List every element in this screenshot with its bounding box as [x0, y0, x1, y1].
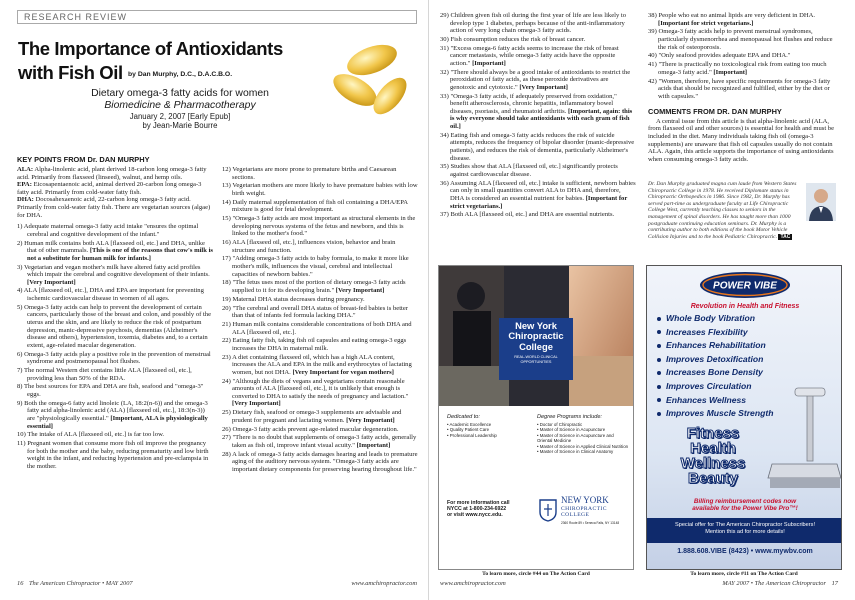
vibe-phone-web[interactable]: 1.888.608.VIBE (8423) • www.mywbv.com	[677, 548, 813, 555]
key-point	[17, 440, 213, 470]
list-item: • Master of Science in Acupuncture	[537, 427, 606, 433]
key-point-number: 7)	[17, 366, 25, 374]
key-point	[648, 28, 838, 51]
key-point	[222, 239, 418, 254]
key-points-list-4	[648, 12, 838, 100]
key-point-number: 16)	[222, 239, 233, 247]
definition-list	[17, 166, 213, 219]
key-point-text: A lack of omega-3 fatty acids damages hearing and leads to premature aging of the auditory nervous system. "Omega-3 fatty acids are important dietary components for preserving hearing throughout life."	[232, 450, 418, 473]
nycc-caption: To learn more, circle #44 on The Action Card	[482, 571, 590, 577]
key-point-number: 22)	[222, 337, 233, 345]
key-point-text: "There should always be a good intake of antioxidants to restrict the peroxidation of fatty acids, as these peroxide derivatives are genotoxic and cytotoxic."	[450, 68, 631, 91]
key-point-text: ALA [flaxseed oil, etc.], influences vision, behavior and brain structure and function.	[232, 239, 396, 254]
key-point-emphasis: [This is one of the reasons that cow's milk is not a substitute for human milk for infants.]	[27, 247, 213, 262]
key-point-number: 11)	[17, 440, 28, 448]
key-point-text: "Only seafood provides adequate EPA and DHA."	[658, 52, 791, 60]
key-point	[440, 132, 636, 162]
key-point	[17, 400, 213, 430]
key-points-list-1	[17, 223, 213, 470]
bullet-icon	[657, 385, 661, 389]
key-point-text: Assuming ALA [flaxseed oil, etc.] intake is sufficient, newborn babies can only in small quantities convert ALA to DHA and, therefore, DHA is considered an essential nutrient for babies.	[450, 179, 636, 202]
key-point-text: "There is practically no toxicological risk from eating too much omega-3 fatty acid."	[658, 61, 827, 76]
power-vibe-brand: POWER VIBE	[713, 280, 777, 292]
article-author: by Jean-Marie Bourre	[142, 121, 218, 130]
key-point	[222, 166, 418, 181]
page-gutter	[428, 0, 429, 600]
key-point-text: Daily maternal supplementation of fish oil containing a DHA/EPA mixture is good for fetal development.	[232, 198, 408, 214]
key-point	[222, 279, 418, 294]
nycc-footer-logo: NEW YORK CHIROPRACTIC COLLEGE 2360 Route 89 • Seneca Falls, NY 13148	[539, 496, 629, 532]
key-point-text: Pregnant women that consume more fish oil improve the pregnancy for both the mother and the baby, reducing prematurity and low birth weight in the infant, and reducing hypertension and pre-eclampsia in the mother.	[27, 440, 209, 470]
key-point-text: Eating fatty fish, taking fish oil capsules and eating omega-3 eggs increases the DHA in maternal milk.	[232, 337, 407, 352]
key-point-number: 39)	[648, 28, 659, 36]
key-point	[222, 409, 418, 424]
key-point-emphasis: [Very Important]	[232, 400, 281, 408]
publication-date: January 2, 2007 [Early Epub]	[129, 112, 231, 121]
key-point	[222, 255, 418, 278]
key-point-number: 33)	[440, 92, 451, 100]
key-point-emphasis: [Important for strict vegetarians.]	[658, 19, 754, 27]
bullet-icon	[657, 344, 661, 348]
key-point-number: 23)	[222, 353, 233, 361]
key-point-emphasis: [Very Important]	[334, 287, 385, 295]
nycc-logo-box: New York Chiropractic College REAL-WORLD CLINICAL OPPORTUNITIES	[499, 318, 573, 380]
key-point-number: 8)	[17, 383, 25, 391]
benefit-item: Increases Bone Density	[657, 366, 837, 380]
key-point-text: Maternal DHA status decreases during pregnancy.	[232, 295, 365, 303]
key-point	[222, 434, 418, 449]
bullet-icon	[657, 358, 661, 362]
nycc-dedicated: Dedicated to: • Academic Excellence • Quality Patient Care • Professional Leadership	[447, 414, 527, 438]
key-point	[440, 69, 636, 92]
comments-heading: COMMENTS FROM DR. DAN MURPHY	[648, 107, 782, 117]
key-point-text: Omega-3 fatty acids play a positive role in the prevention of menstrual syndrome and postmenopausal hot flushes.	[24, 350, 211, 366]
key-point-number: 21)	[222, 320, 233, 328]
journal-name: Biomedicine & Pharmacotherapy	[104, 100, 256, 111]
key-point	[17, 240, 213, 263]
key-point	[440, 36, 636, 44]
key-point-text: Fish consumption reduces the risk of breast cancer.	[450, 35, 586, 43]
right-column-1	[440, 12, 636, 220]
key-point-text: Omega-3 fatty acids prevent age-related macular degeneration.	[232, 425, 399, 433]
key-point	[648, 12, 838, 27]
key-point-text: Vegetarians are more prone to premature births and Caesarean sections.	[232, 166, 397, 181]
key-point-number: 35)	[440, 163, 451, 171]
key-point-emphasis: [Very Important for vegan mothers]	[290, 368, 394, 376]
key-point-text: "Although the diets of vegans and vegetarians contain reasonable amounts of ALA [flaxseed oil, etc.], it is unlikely that enough is converted to DHA to satisfy the needs of pregnancy and lactation."	[232, 377, 409, 400]
section-label: RESEARCH REVIEW	[17, 10, 417, 24]
key-points-list-3	[440, 12, 636, 219]
key-point	[17, 351, 213, 366]
vibe-special-offer: Special offer for The American Chiropractor Subscribers! Mention this ad for more details!	[647, 518, 842, 543]
tac-badge: TAC	[780, 233, 791, 240]
fish-oil-capsules-image	[320, 38, 420, 128]
key-point-emphasis: [Very Important]	[517, 83, 569, 91]
power-vibe-logo	[699, 271, 791, 299]
right-column-2	[648, 12, 838, 163]
benefit-item: Improves Muscle Strength	[657, 407, 837, 421]
left-column-2	[222, 166, 418, 475]
key-point-number: 14)	[222, 198, 233, 206]
key-point-text: Eating fish and omega-3 fatty acids reduces the risk of suicide attempts, reduces the frequency of bipolar disorder (manic-depressive patients), and reduces the risk of dementia, particularly Alzheimer's disease.	[450, 131, 635, 162]
list-item: • Master of Science in Clinical Anatomy	[537, 449, 614, 455]
key-point	[17, 431, 213, 439]
definition-item: DHA: Docosahexaenoic acid, 22-carbon long omega-3 fatty acid. Primarily from cold-water fatty fish. There are vegetarian sources (algae) for DHA.	[17, 196, 211, 219]
vibe-fitness-words: Fitness Health Wellness Beauty	[680, 425, 746, 487]
key-point-number: 1)	[17, 223, 24, 231]
list-item: • Doctor of Chiropractic	[537, 422, 583, 427]
key-point-text: A diet containing flaxseed oil, which has a high ALA content, increases the ALA and EPA in the milk and erythrocytes of lactating women, but not DHA.	[232, 353, 412, 376]
key-point-text: Studies show that ALA [flaxseed oil, etc.] significantly protects against cardiovascular disease.	[450, 163, 618, 178]
key-point-number: 13)	[222, 182, 233, 190]
bullet-icon	[657, 412, 661, 416]
definition-item: EPA: Eicosapentaenoic acid, animal derived 20-carbon long omega-3 fatty acid. Primarily from cold-water fatty fish.	[17, 181, 202, 196]
list-item: • Master of Science in Acupuncture and Oriental Medicine	[537, 432, 614, 444]
key-point	[222, 215, 418, 238]
key-point	[222, 182, 418, 197]
nycc-dedicated-list	[447, 422, 527, 438]
key-point-number: 28)	[222, 450, 233, 458]
publication-name: MAY 2007 • The American Chiropractor	[722, 580, 826, 587]
key-point-number: 17)	[222, 255, 233, 263]
key-point-number: 12)	[222, 166, 233, 173]
key-point-text: Human milk contains both ALA [flaxseed oil, etc.] and DHA, unlike that of other mammals.	[24, 239, 205, 255]
benefit-item: Increases Flexibility	[657, 326, 837, 340]
key-point-number: 4)	[17, 287, 24, 295]
key-point-number: 36)	[440, 179, 451, 187]
key-point-text: "Adding omega-3 fatty acids to baby formula, to make it more like mother's milk, influences the visual, cerebral and intellectual capacities of newborn babies."	[232, 255, 409, 278]
article-title-line2: with Fish Oil	[18, 62, 123, 83]
key-point	[440, 211, 636, 219]
key-point-text: "The cerebral and overall DHA status of breast-fed babies is better than that of infants fed formula lacking DHA."	[232, 304, 408, 320]
key-point-number: 32)	[440, 68, 451, 76]
key-point	[222, 378, 418, 408]
nycc-advertisement[interactable]	[438, 265, 634, 570]
author-photo	[806, 183, 836, 221]
list-item: • Master of Science in Applied Clinical Nutrition	[537, 443, 629, 449]
footer-url: www.amchiropractor.com	[351, 580, 417, 587]
right-footer	[440, 580, 838, 587]
key-point-text: Human milk contains considerable concentrations of both DHA and ALA [flaxseed oil, etc.].	[232, 320, 412, 336]
vibration-machine-image	[767, 386, 842, 496]
key-point-number: 30)	[440, 35, 451, 43]
key-point-emphasis: [Important]	[354, 442, 391, 449]
key-point-emphasis: [Important, again: this is why everyone should take antioxidants with each gram of fish oil.]	[450, 107, 633, 131]
key-point-number: 37)	[440, 211, 451, 219]
key-point-text: Dietary fish, seafood or omega-3 supplements are advisable and prudent for pregnant and lactating women.	[232, 409, 402, 424]
publication-name: The American Chiropractor • MAY 2007	[29, 580, 133, 587]
key-point	[648, 52, 838, 60]
list-item: • Quality Patient Care	[447, 427, 490, 433]
nycc-degree-list	[537, 422, 629, 454]
left-column-1	[17, 166, 213, 472]
key-point-text: Omega-3 fatty acids help to prevent menstrual syndromes, particularly dysmenorrhea and menopausal hot flushes and reduce the risk of osteoporosis.	[658, 28, 833, 51]
key-point	[17, 304, 213, 350]
key-point	[440, 180, 636, 210]
key-point-number: 31)	[440, 44, 451, 52]
key-point-number: 18)	[222, 279, 233, 287]
comments-text: A central issue from this article is that alpha-linolenic acid (ALA, from flaxseed oil and other sources) is essential for health and must be included in the diet. Many individuals taking fish oil (omega-3 supplements) are unaware that fish oil capsules usually do not contain ALA. Again, this article supports the importance of using antioxidants when consuming omega-3 fatty acids.	[648, 117, 835, 163]
key-point-number: 34)	[440, 131, 451, 139]
key-point	[222, 305, 418, 320]
vibe-headline: Revolution in Health and Fitness	[690, 303, 800, 310]
key-point	[648, 61, 838, 76]
key-point-text: Omega-3 fatty acids can help to prevent the development of certain cancers, particularly those of the breast and colon, and possibly of the uterus and the skin, and are likely to reduce the risk of postpartum depression, manic-depressive psychosis, dementias (Alzheimer's disease and others), hypertension, toxemia, diabetes and, to a certain extent, age-related macular degeneration.	[24, 303, 212, 349]
key-point-text: "Omega-3 fatty acids, if adequately preserved from oxidation," benefit atherosclerosis, chronic hepatitis, inflammatory bowel diseases, psoriasis, and rheumatoid arthritis.	[450, 92, 617, 115]
key-point	[440, 45, 636, 68]
key-point-text: "Omega-3 fatty acids are most important as structural elements in the developing nervous systems of the fetus and newborn, and this is linked to the mother's food."	[232, 215, 416, 238]
key-point-number: 3)	[17, 263, 25, 271]
power-vibe-advertisement[interactable]	[646, 265, 842, 570]
key-point	[17, 367, 213, 382]
key-point-emphasis: [Important for strict vegetarians.]	[450, 194, 628, 210]
byline: by Dan Murphy, D.C., D.A.C.B.O.	[128, 71, 233, 78]
nycc-degrees: Degree Programs include: • Doctor of Chiropractic • Master of Science in Acupuncture • Master of Science in Acupuncture and Oriental Medicine • Master of Science in Applied Clinical Nutrition • Master of Science in Clinical Anatomy	[537, 414, 629, 455]
key-point-number: 38)	[648, 12, 659, 19]
bio-text: Dr. Dan Murphy graduated magna cum laude from Western States Chiropractic College in 1978. He received Diplomate status in Chiropractic Orthopedics in 1986. Since 1982, Dr. Murphy has served part-time as undergraduate faculty at Life Chiropractic College West, currently teaching classes to seniors in the management of spinal disorders. He has taught more than 1000 postgraduate continuing education seminars. Dr. Murphy is a contributing author to both editions of the book Motor Vehicle Collision Injuries and to the book Pediatric Chiropractic. TAC	[648, 181, 797, 240]
bullet-icon	[657, 371, 661, 375]
nycc-contact-info: For more information call NYCC at 1-800-234-6922 or visit www.nycc.edu.	[447, 500, 510, 519]
key-point-emphasis: [Important, ALA is physiologically essential]	[27, 414, 208, 430]
key-point-text: The best sources for EPA and DHA are fish, seafood and "omega-3" eggs.	[24, 383, 204, 398]
key-point-text: People who eat no animal lipids are very deficient in DHA.	[658, 12, 816, 19]
key-point-number: 20)	[222, 304, 233, 312]
key-point-text: "The fetus uses most of the portion of dietary omega-3 fatty acids supplied to it for its developing brain."	[232, 279, 406, 295]
key-point	[222, 451, 418, 474]
bullet-icon	[657, 398, 661, 402]
key-point-text: Both the omega-6 fatty acid linoleic (LA, 18:2(n-6)) and the omega-3 fatty acid alpha-linolenic acid (ALA) [flaxseed oil, etc.], 18:3(n-3)) are "physiologically essential."	[24, 399, 208, 422]
key-point-text: Vegetarian and vegan mother's milk have altered fatty acid profiles which impair the cerebral and cognitive development of their infants.	[24, 263, 210, 279]
key-point-text: "Women, therefore, have specific requirements for omega-3 fatty acids that should be recognized and fulfilled, either by the diet or with capsules."	[658, 77, 831, 100]
key-point	[222, 199, 418, 214]
left-footer	[17, 580, 417, 587]
key-point-text: ALA [flaxseed oil, etc.], DHA and EPA are important for preventing ischemic cardiovascular disease in women of all ages.	[23, 287, 204, 303]
key-point-number: 19)	[222, 295, 233, 303]
key-point-number: 5)	[17, 303, 25, 311]
key-point	[17, 264, 213, 287]
key-point-number: 25)	[222, 409, 233, 417]
key-points-list-2	[222, 166, 418, 474]
benefit-item: Improves Circulation	[657, 380, 837, 394]
key-point-number: 29)	[440, 12, 451, 19]
key-point-number: 6)	[17, 350, 25, 358]
page-number: 17	[831, 580, 838, 587]
key-point-text: The intake of ALA [flaxseed oil, etc.] is far too low.	[27, 431, 165, 439]
benefit-item: Enhances Wellness	[657, 394, 837, 408]
key-points-heading: KEY POINTS FROM Dr. DAN MURPHY	[17, 155, 150, 164]
key-point-emphasis: [Important]	[711, 68, 748, 76]
key-point-text: "There is no doubt that supplements of omega-3 fatty acids, generally taken as fish oil, improve infant visual acuity."	[232, 434, 417, 449]
list-item: • Professional Leadership	[447, 432, 497, 438]
vibe-billing-note: Billing reimbursement codes now available for the Power Vibe Pro™!	[692, 498, 798, 513]
key-point-number: 42)	[648, 77, 659, 85]
key-point	[648, 78, 838, 101]
key-point-number: 27)	[222, 434, 233, 442]
author-bio	[648, 181, 836, 255]
key-point-emphasis: [Important]	[470, 59, 506, 67]
article-subtitle: Dietary omega-3 fatty acids for women	[91, 88, 269, 99]
key-point	[17, 223, 213, 238]
benefit-item: Whole Body Vibration	[657, 312, 837, 326]
key-point-number: 10)	[17, 431, 28, 439]
key-point-number: 2)	[17, 239, 25, 247]
vibe-caption: To learn more, circle #11 on The Action Card	[690, 571, 798, 577]
key-point-text: "Excess omega-6 fatty acids seems to increase the risk of breast cancer metastasis, while omega-3 fatty acids have the opposite action."	[450, 44, 619, 67]
key-point-number: 26)	[222, 425, 233, 433]
key-point-number: 24)	[222, 377, 233, 385]
key-point	[222, 337, 418, 352]
key-point	[222, 321, 418, 336]
bullet-icon	[657, 317, 661, 321]
article-title-line1: The Importance of Antioxidants	[18, 38, 283, 59]
key-point	[222, 426, 418, 434]
benefit-item: Enhances Rehabilitation	[657, 339, 837, 353]
footer-url: www.amchiropractor.com	[440, 580, 506, 587]
key-point-emphasis: [Very Important]	[344, 416, 395, 424]
bullet-icon	[657, 330, 661, 334]
definition-item: ALA: Alpha-linolenic acid, plant derived 18-carbon long omega-3 fatty acid. Primarily from flaxseed (linseed), walnut, and hemp oils.	[17, 166, 207, 181]
key-point-text: Adequate maternal omega-3 fatty acid intake "ensures the optimal cerebral and cognitive development of the infant."	[23, 223, 199, 238]
key-point	[222, 296, 418, 304]
key-point	[440, 93, 636, 131]
key-point-number: 41)	[648, 61, 659, 69]
key-point-text: Both ALA [flaxseed oil, etc.] and DHA are essential nutrients.	[450, 211, 615, 219]
key-point	[17, 287, 213, 302]
key-point-number: 40)	[648, 52, 659, 60]
nycc-seal-icon	[539, 498, 557, 522]
key-point	[222, 354, 418, 377]
key-point-number: 9)	[17, 399, 25, 407]
key-point-emphasis: [Very Important]	[27, 278, 76, 286]
key-point	[440, 12, 636, 35]
benefit-item: Improves Detoxification	[657, 353, 837, 367]
key-point	[17, 383, 213, 398]
key-point	[440, 163, 636, 178]
key-point-text: Children given fish oil during the first year of life are less likely to develop type 1 diabetes, perhaps because of the anti-inflammatory action of very long chain omega-3 fatty acids.	[450, 12, 627, 35]
key-point-text: Vegetarian mothers are more likely to have premature babies with low birth weight.	[232, 182, 418, 197]
key-point-number: 15)	[222, 215, 233, 223]
page-number: 16	[17, 580, 24, 587]
list-item: • Academic Excellence	[447, 422, 492, 427]
key-point-text: The normal Western diet contains little ALA [flaxseed oil, etc.], providing less than 50% of the RDA.	[24, 366, 192, 382]
